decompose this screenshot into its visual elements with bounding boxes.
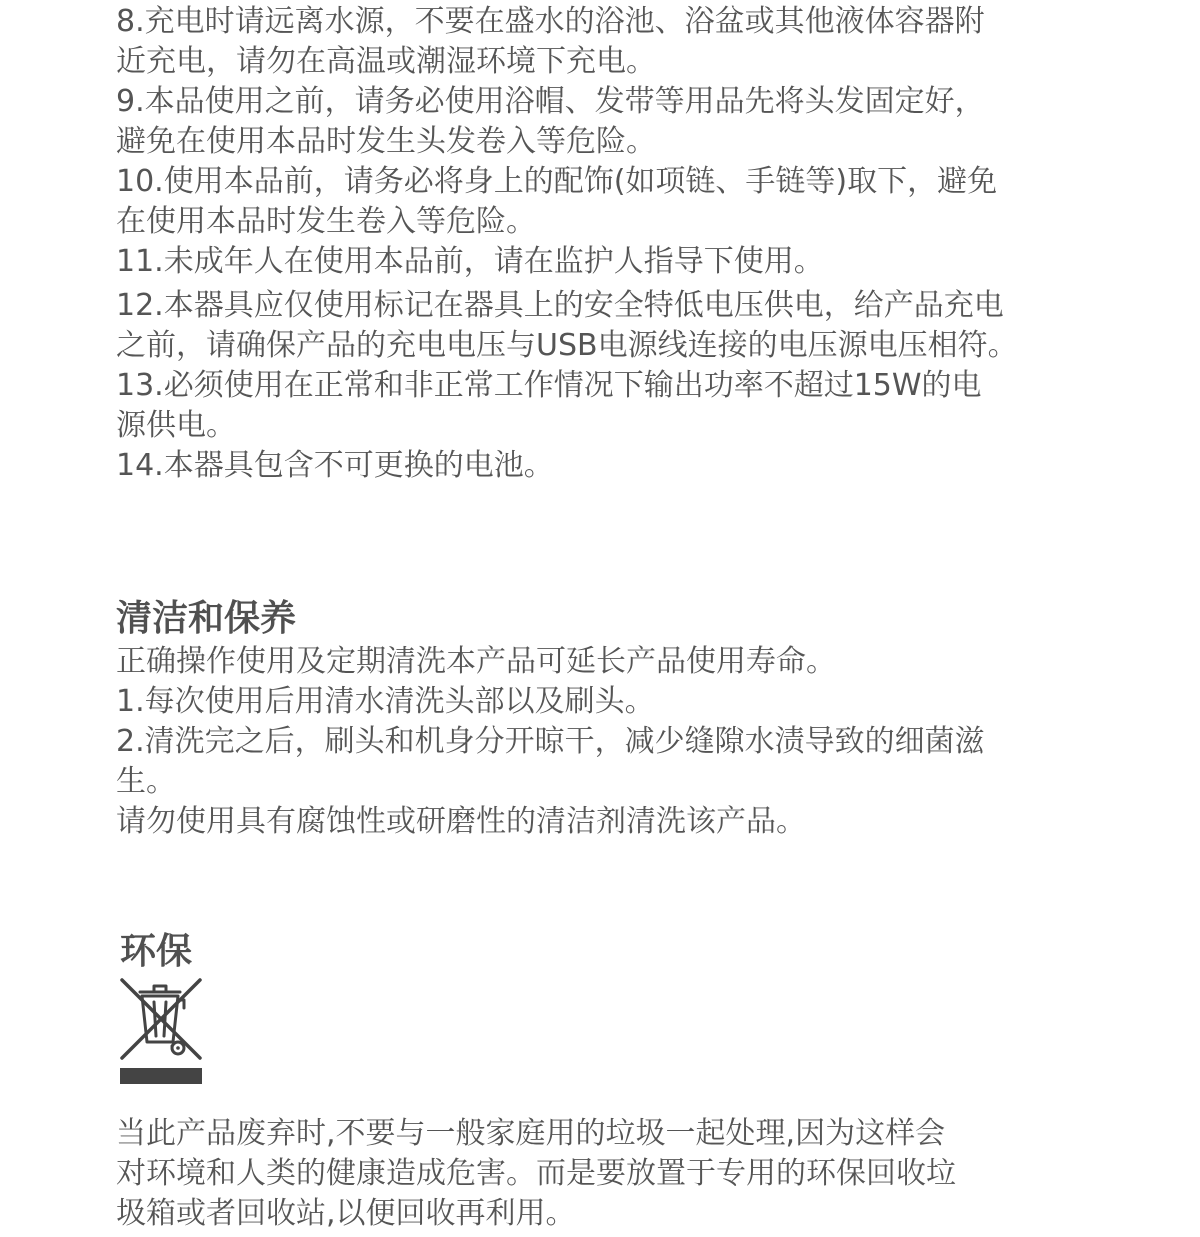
cleaning-title: 清洁和保养 [116,598,297,639]
safety-line: 源供电。 [116,408,236,443]
safety-line: 13.必须使用在正常和非正常工作情况下输出功率不超过15W的电 [116,368,982,403]
safety-line: 在使用本品时发生卷入等危险。 [116,204,536,239]
safety-line: 12.本器具应仅使用标记在器具上的安全特低电压供电，给产品充电 [116,288,1004,323]
cleaning-line: 生。 [116,764,176,799]
safety-line: 8.充电时请远离水源，不要在盛水的浴池、浴盆或其他液体容器附 [116,4,985,39]
safety-line: 9.本品使用之前，请务必使用浴帽、发带等用品先将头发固定好， [116,84,985,119]
safety-line: 之前，请确保产品的充电电压与USB电源线连接的电压源电压相符。 [116,328,1018,363]
safety-line: 近充电，请勿在高温或潮湿环境下充电。 [116,44,656,79]
environment-title: 环保 [120,931,193,972]
safety-line: 避免在使用本品时发生头发卷入等危险。 [116,124,656,159]
cleaning-line: 1.每次使用后用清水清洗头部以及刷头。 [116,684,655,719]
environment-line: 圾箱或者回收站,以便回收再利用。 [116,1196,576,1231]
safety-line: 14.本器具包含不可更换的电池。 [116,448,554,483]
cleaning-line: 正确操作使用及定期清洗本产品可延长产品使用寿命。 [116,644,836,679]
cleaning-line: 请勿使用具有腐蚀性或研磨性的清洁剂清洗该产品。 [116,804,806,839]
environment-line: 对环境和人类的健康造成危害。而是要放置于专用的环保回收垃 [116,1156,956,1191]
cleaning-line: 2.清洗完之后，刷头和机身分开晾干，减少缝隙水渍导致的细菌滋 [116,724,985,759]
safety-line: 11.未成年人在使用本品前，请在监护人指导下使用。 [116,244,824,279]
weee-crossed-bin-icon [118,978,204,1086]
environment-line: 当此产品废弃时,不要与一般家庭用的垃圾一起处理,因为这样会 [116,1116,946,1151]
safety-line: 10.使用本品前，请务必将身上的配饰(如项链、手链等)取下，避免 [116,164,998,199]
